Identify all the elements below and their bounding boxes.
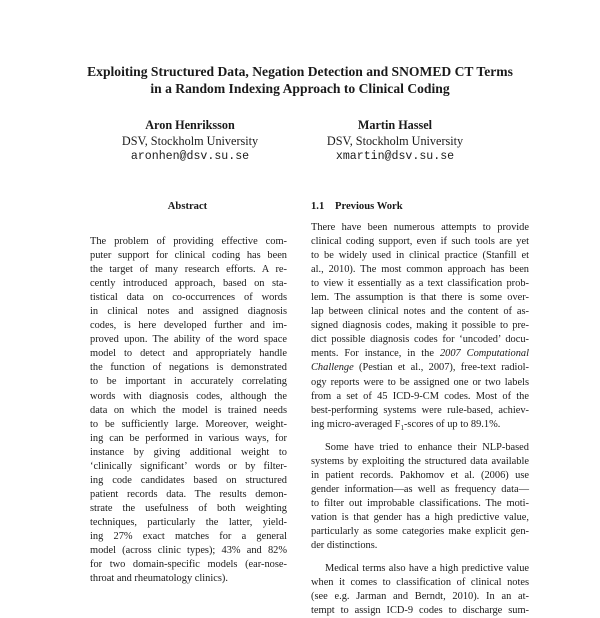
text-line: (see e.g. Jarman and Berndt, 2010). In an at- [311,591,529,603]
text-line: throat and rheumatology clinics). [90,573,228,585]
text-line: words with diagnosis codes, although the [90,390,287,402]
text-line: best-performing systems were rule-based, achiev- [311,404,529,416]
paper-title [60,63,540,97]
text-line: to be widely used in clinical practice (Stanfill et [311,250,529,262]
title-line-2: in a Random Indexing Approach to Clinical Coding [150,81,450,96]
text-line: ‘clinically significant’ words or by filter- [90,460,287,472]
text-line: in patient records. Pakhomov et al. (2006) use [311,469,529,481]
text-line: when it comes to classification of clinical notes [311,577,529,589]
text-line: in clinical notes and assigned diagnosis [90,306,287,318]
paragraph-3 [311,562,529,618]
title-line-1: Exploiting Structured Data, Negation Detection and SNOMED CT Terms [87,64,513,79]
section-number: 1.1 [311,201,325,212]
author-name: Aron Henriksson [145,118,235,132]
text-line: cently introduced approach, based on sta- [90,278,287,290]
text-line: systems by exploiting the structured data available [311,455,529,467]
abstract-body [90,235,287,586]
text-line: gender information—as well as frequency data— [311,483,529,495]
section-title: Previous Work [335,201,403,212]
text-line: particularly as some categories make explicit gen- [311,525,529,537]
text-line: signed diagnosis codes, making it possible to pre- [311,320,529,332]
author-email: aronhen@dsv.su.se [130,150,250,163]
text-line: dict possible diagnosis codes for ‘uncoded’ docu- [311,334,529,346]
text-line: lem. The assumption is that there is some over- [311,292,529,304]
author-name: Martin Hassel [357,118,433,132]
text-line: There have been numerous attempts to provide [311,222,529,233]
text-line: patient records data. The results demon- [90,488,287,500]
text-line: vation is that gender has a high predictive value, [311,511,529,523]
text-line: to be important in accurately correlating [90,376,287,388]
author-block-2 [275,118,515,165]
text-line: techniques, particularly the latter, yield- [90,516,287,528]
text-line: from a set of 45 ICD-9-CM codes. Most of the [311,390,529,402]
text-line: ing can be performed in various ways, for [90,432,287,444]
text-line: ing code candidates based on structured [90,474,287,486]
text-line: Challenge (Pestian et al., 2007), free-text radiol- [311,362,529,374]
text-line: ments. For instance, in the 2007 Computational [311,348,529,360]
text-line: clinical coding support, even if such tools are yet [311,236,529,248]
text-line: lap between clinical notes and the content of as- [311,306,529,318]
text-line: tempt to assign ICD-9 codes to discharge sum- [311,605,529,617]
text-line: ing micro-averaged $F_1$-scores of up to 89.1%. [311,418,501,432]
section-heading [311,200,403,213]
author-block-1 [70,118,310,165]
text-line: proved upon. The ability of the word space [90,334,287,346]
author-affiliation: DSV, Stockholm University [326,133,464,148]
section-body [311,221,529,618]
abstract-heading: Abstract [167,201,208,212]
text-line: strate the usefulness of both weighting [90,502,287,514]
author-email: xmartin@dsv.su.se [335,150,455,163]
text-line: instance by giving additional weight to [90,446,287,458]
text-line: tistical data on co-occurrences of words [90,292,287,304]
text-line: to filter out improbable classifications. The moti- [311,497,529,509]
text-line: The problem of providing effective com- [90,236,287,247]
text-line: Some have tried to enhance their NLP-based [325,441,529,453]
text-line: puter support for clinical coding has been [90,250,287,262]
text-line: the function of negations is demonstrated [90,362,287,374]
text-line: ogy reports were to be assigned one or two labels [311,376,529,388]
text-line: al., 2010). The most common approach has been [311,264,529,276]
text-line: codes, is here developed further and im- [90,320,287,332]
text-line: the target of many research efforts. A re- [90,264,287,276]
text-line: to view it essentially as a text classification prob- [311,278,529,290]
text-line: model (across clinic types); 43% and 82% [90,545,287,557]
author-affiliation: DSV, Stockholm University [121,133,259,148]
text-line: der distinctions. [311,540,378,552]
text-line: Medical terms also have a high predictive value [325,563,529,575]
text-line: data on which the model is trained needs [90,404,287,416]
text-line: model to detect and appropriately handle [90,348,287,360]
text-line: ing 27% exact matches for a general [90,530,287,542]
text-line: for two domain-specific models (ear-nose- [90,559,287,571]
paragraph-1 [311,221,529,432]
text-line: to be sufficiently large. Moreover, weight- [90,418,287,430]
paragraph-2 [311,441,529,553]
